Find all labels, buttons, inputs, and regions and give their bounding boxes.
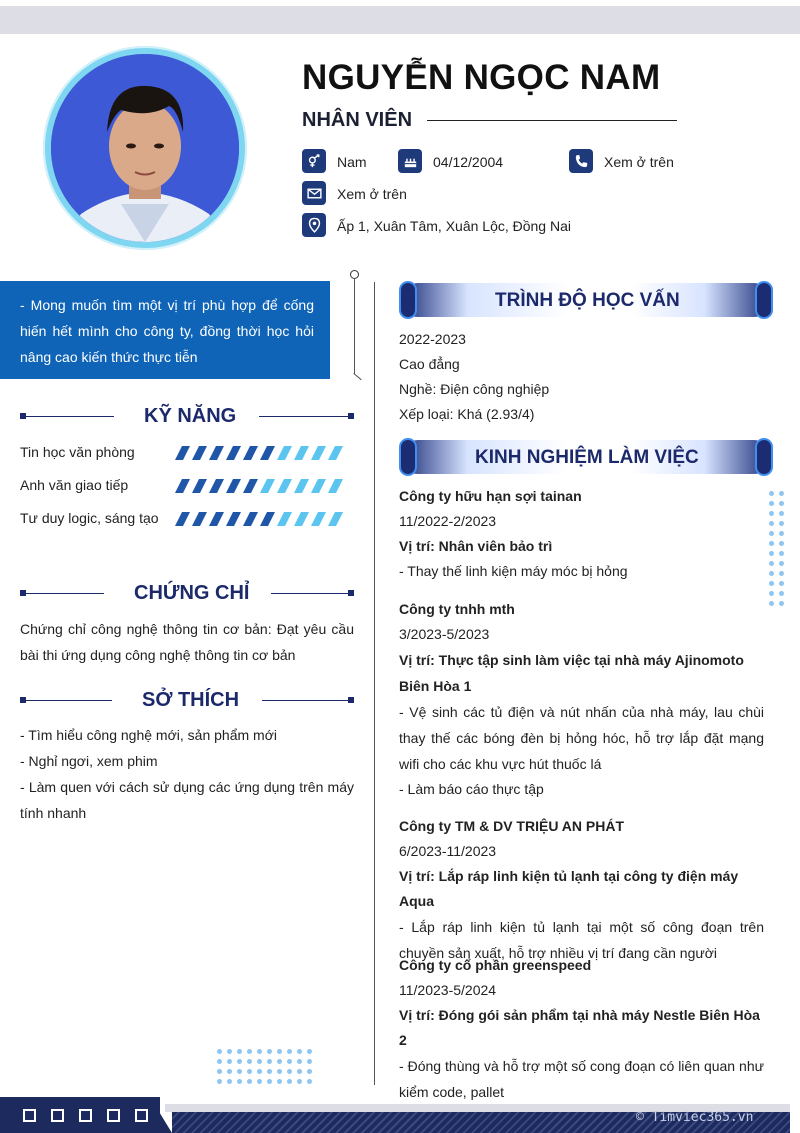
job-position: Vị trí: Thực tập sinh làm việc tại nhà máy Ajinomoto Biên Hòa 1 (399, 652, 744, 694)
banner-cap-right (757, 440, 771, 474)
dot (237, 1069, 242, 1074)
skill-segment (226, 446, 241, 460)
address-value: Ấp 1, Xuân Tâm, Xuân Lộc, Đồng Nai (337, 218, 571, 234)
footer-square (107, 1109, 120, 1122)
dot (769, 581, 774, 586)
hobbies-title: SỞ THÍCH (142, 689, 240, 711)
dot (227, 1079, 232, 1084)
banner-cap-left (401, 440, 415, 474)
phone-icon (569, 149, 593, 173)
dot (307, 1049, 312, 1054)
header-line (24, 593, 104, 594)
job-entry (399, 953, 764, 1105)
dot (297, 1079, 302, 1084)
dot (769, 541, 774, 546)
avatar (51, 54, 239, 242)
dot (257, 1049, 262, 1054)
skill-segment (243, 479, 258, 493)
skill-segment (311, 512, 326, 526)
footer-square (135, 1109, 148, 1122)
dot (267, 1079, 272, 1084)
dot (769, 501, 774, 506)
objective-text: - Mong muốn tìm một vị trí phù hợp để cống hiến hết mình cho công ty, đồng thời học hỏi nâng cao kiến thức thực tiễn (20, 297, 314, 365)
dot (769, 521, 774, 526)
dot (769, 571, 774, 576)
skill-segment (311, 479, 326, 493)
dot (779, 541, 784, 546)
dot (227, 1059, 232, 1064)
job-role: NHÂN VIÊN (302, 109, 413, 131)
skill-segment (243, 512, 258, 526)
dot (769, 591, 774, 596)
job-company: Công ty cổ phần greenspeed (399, 957, 592, 973)
dot (779, 601, 784, 606)
role-divider (427, 120, 677, 121)
skill-segment (328, 479, 343, 493)
avatar-photo (51, 54, 239, 242)
dot (277, 1049, 282, 1054)
dot (779, 581, 784, 586)
dot (769, 601, 774, 606)
dot (287, 1049, 292, 1054)
education-details (399, 327, 764, 427)
dot (287, 1059, 292, 1064)
connector-line (354, 278, 355, 374)
dot (769, 531, 774, 536)
header-square (348, 590, 354, 596)
hobby-item: - Nghỉ ngơi, xem phim (20, 753, 158, 769)
dot (267, 1059, 272, 1064)
dot (277, 1079, 282, 1084)
skill-segment (277, 479, 292, 493)
education-grade: Xếp loại: Khá (2.93/4) (399, 406, 535, 422)
job-company: Công ty tnhh mth (399, 601, 515, 617)
certificates-text: Chứng chỉ công nghệ thông tin cơ bản: Đạt yêu cầu bài thi ứng dụng công nghệ thông tin cơ bản (20, 621, 354, 663)
dot (779, 501, 784, 506)
watermark: © Timviec365.vn (636, 1110, 754, 1125)
education-title: TRÌNH ĐỘ HỌC VẤN (495, 290, 680, 311)
job-position: Vị trí: Đóng gói sản phẩm tại nhà máy Nestle Biên Hòa 2 (399, 1007, 760, 1048)
header-line (24, 416, 114, 417)
dot (779, 561, 784, 566)
dot (307, 1069, 312, 1074)
footer-square (79, 1109, 92, 1122)
job-entry (399, 597, 764, 802)
skill-segment (311, 446, 326, 460)
dot (267, 1069, 272, 1074)
skill-segment (260, 446, 275, 460)
skill-segment (175, 512, 190, 526)
dot (769, 551, 774, 556)
job-entry (399, 484, 764, 584)
email-value: Xem ở trên (337, 186, 407, 202)
skill-segment (175, 446, 190, 460)
skill-name: Anh văn giao tiếp (20, 477, 129, 493)
full-name: NGUYỄN NGỌC NAM (302, 58, 661, 97)
skill-segment (226, 479, 241, 493)
gender-value: Nam (337, 154, 367, 170)
birthday-cake-icon (398, 149, 422, 173)
skill-segment (294, 479, 309, 493)
dot (287, 1079, 292, 1084)
skill-segment (175, 479, 190, 493)
skill-bar (175, 478, 345, 494)
skill-name: Tư duy logic, sáng tạo (20, 510, 159, 526)
skill-segment (192, 512, 207, 526)
footer-square (51, 1109, 64, 1122)
dot (257, 1059, 262, 1064)
dot (769, 491, 774, 496)
header-line (262, 700, 351, 701)
dot (779, 531, 784, 536)
skill-segment (260, 479, 275, 493)
skill-segment (192, 479, 207, 493)
job-period: 11/2022-2/2023 (399, 513, 497, 529)
skill-segment (209, 479, 224, 493)
column-divider (374, 282, 375, 1085)
dot (217, 1069, 222, 1074)
job-desc: - Làm báo cáo thực tập (399, 781, 544, 797)
dot (307, 1079, 312, 1084)
dot (277, 1059, 282, 1064)
dot (287, 1069, 292, 1074)
job-desc: - Thay thế linh kiện máy móc bị hỏng (399, 563, 628, 579)
connector-diagonal (353, 373, 361, 380)
dot (267, 1049, 272, 1054)
banner-cap-left (401, 283, 415, 317)
dot (769, 561, 774, 566)
dot (779, 491, 784, 496)
skill-segment (209, 446, 224, 460)
job-desc: - Vệ sinh các tủ điện và nút nhấn của nhà máy, lau chùi thay thế các bóng đèn bị hỏng hóc, hỗ trợ lắp đặt mạng wifi cho các khu vực hút thuốc lá (399, 704, 764, 772)
experience-title: KINH NGHIỆM LÀM VIỆC (475, 447, 699, 468)
dot (297, 1049, 302, 1054)
education-period: 2022-2023 (399, 331, 466, 347)
dot (297, 1069, 302, 1074)
dot (769, 511, 774, 516)
skill-segment (294, 446, 309, 460)
dot (779, 551, 784, 556)
skill-segment (192, 446, 207, 460)
dot (247, 1079, 252, 1084)
job-position: Vị trí: Nhân viên bảo trì (399, 538, 553, 554)
skill-segment (328, 512, 343, 526)
dot (257, 1079, 262, 1084)
skill-bar (175, 511, 345, 527)
decorative-dots (217, 1049, 312, 1084)
skill-segment (226, 512, 241, 526)
skill-segment (243, 446, 258, 460)
top-bar (0, 6, 800, 34)
skill-segment (209, 512, 224, 526)
dot (247, 1059, 252, 1064)
header-line (24, 700, 112, 701)
job-entry (399, 814, 764, 966)
job-period: 11/2023-5/2024 (399, 982, 497, 998)
header-square (348, 697, 354, 703)
hobbies-list (20, 722, 354, 826)
phone-value: Xem ở trên (604, 154, 674, 170)
skill-segment (277, 512, 292, 526)
dot (779, 521, 784, 526)
header-square (348, 413, 354, 419)
dot (217, 1079, 222, 1084)
dot (779, 511, 784, 516)
dot (237, 1049, 242, 1054)
location-icon (302, 213, 326, 237)
gender-icon (302, 149, 326, 173)
decorative-dots (769, 491, 784, 606)
dot (237, 1059, 242, 1064)
skill-segment (260, 512, 275, 526)
hobby-item: - Làm quen với cách sử dụng các ứng dụng trên máy tính nhanh (20, 779, 354, 821)
dot (237, 1079, 242, 1084)
job-period: 3/2023-5/2023 (399, 626, 490, 642)
dot (227, 1069, 232, 1074)
birthday-value: 04/12/2004 (433, 154, 504, 170)
dot (277, 1069, 282, 1074)
dot (247, 1069, 252, 1074)
education-level: Cao đẳng (399, 356, 460, 372)
skill-segment (294, 512, 309, 526)
skill-bar (175, 445, 345, 461)
dot (227, 1049, 232, 1054)
skills-title: KỸ NĂNG (144, 405, 237, 427)
dot (779, 591, 784, 596)
hobby-item: - Tìm hiểu công nghệ mới, sản phẩm mới (20, 727, 277, 743)
job-period: 6/2023-11/2023 (399, 843, 497, 859)
education-major: Nghề: Điện công nghiệp (399, 381, 550, 397)
mail-icon (302, 181, 326, 205)
footer-slant (150, 1097, 172, 1133)
dot (217, 1049, 222, 1054)
dot (779, 571, 784, 576)
skill-segment (328, 446, 343, 460)
job-company: Công ty hữu hạn sợi tainan (399, 488, 582, 504)
job-position: Vị trí: Lắp ráp linh kiện tủ lạnh tại công ty điện máy Aqua (399, 868, 739, 909)
dot (247, 1049, 252, 1054)
skill-segment (277, 446, 292, 460)
footer-square (23, 1109, 36, 1122)
certificates-title: CHỨNG CHỈ (134, 582, 250, 604)
dot (257, 1069, 262, 1074)
job-desc: - Đóng thùng và hỗ trợ một số cong đoạn có liên quan như kiểm code, pallet (399, 1058, 764, 1100)
job-desc: - Lắp ráp linh kiện tủ lạnh tại một số công đoạn trên chuyền sản xuất, hỗ trợ nhiều vị trí đang cần người (399, 919, 764, 961)
banner-cap-right (757, 283, 771, 317)
header-line (271, 593, 351, 594)
skill-name: Tin học văn phòng (20, 444, 135, 460)
dot (297, 1059, 302, 1064)
job-company: Công ty TM & DV TRIỆU AN PHÁT (399, 818, 625, 834)
dot (307, 1059, 312, 1064)
dot (217, 1059, 222, 1064)
header-line (259, 416, 351, 417)
